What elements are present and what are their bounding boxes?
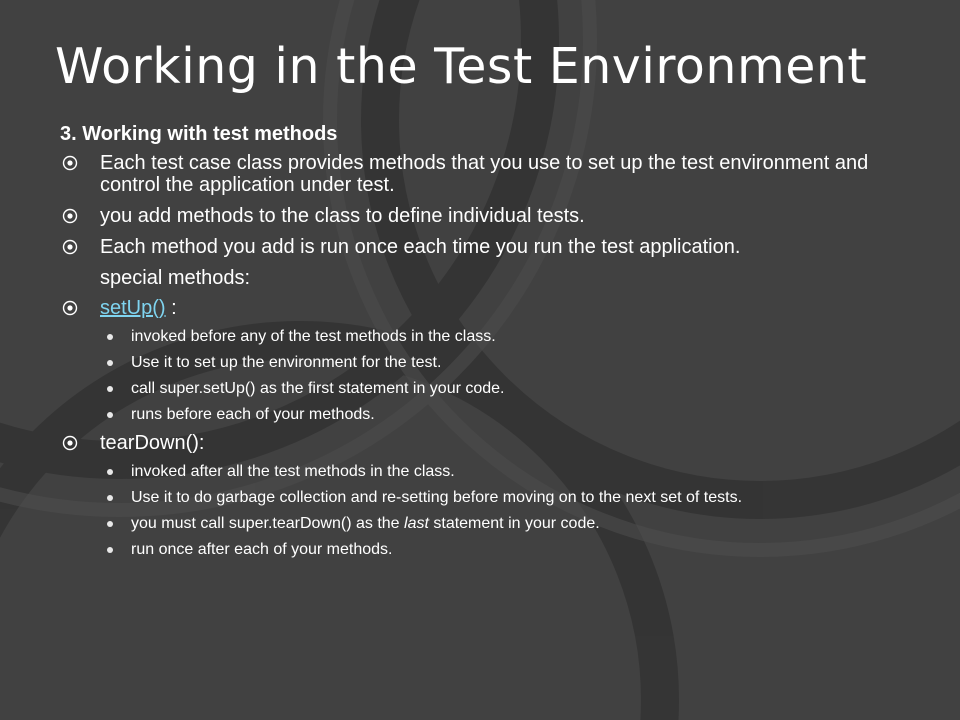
dot-bullet-icon	[107, 521, 113, 527]
must-call-italic: last	[404, 515, 429, 532]
sub-bullet-item	[60, 328, 910, 346]
dot-bullet-icon	[107, 412, 113, 418]
sub-bullet-text: Use it to do garbage collection and re-setting before moving on to the next set of tests.	[131, 489, 743, 506]
circle-bullet-icon	[62, 435, 78, 451]
teardown-item	[60, 432, 910, 454]
section-subheading: 3. Working with test methods	[60, 123, 338, 145]
setup-link[interactable]: setUp()	[100, 297, 166, 319]
must-call-suffix: statement in your code.	[428, 515, 600, 532]
sub-bullet-text: run once after each of your methods.	[131, 541, 393, 558]
bullet-text: Each method you add is run once each time you run the test application.	[100, 236, 741, 258]
sub-bullet-text: Use it to set up the environment for the test.	[131, 354, 442, 371]
bullet-item	[60, 152, 910, 196]
dot-bullet-icon	[107, 495, 113, 501]
sub-bullet-text: invoked after all the test methods in the class.	[131, 463, 455, 480]
slide-content	[60, 122, 910, 567]
sub-bullet-item	[60, 463, 910, 481]
bullet-text: you add methods to the class to define individual tests.	[100, 205, 585, 227]
slide-title: Working in the Test Environment	[55, 38, 868, 95]
sub-bullet-item	[60, 515, 910, 533]
dot-bullet-icon	[107, 386, 113, 392]
sub-bullet-item	[60, 489, 910, 507]
dot-bullet-icon	[107, 469, 113, 475]
special-methods-label: special methods:	[100, 267, 251, 289]
circle-bullet-icon	[62, 155, 78, 171]
bullet-item	[60, 205, 910, 227]
sub-bullet-item	[60, 380, 910, 398]
bullet-item	[60, 236, 910, 258]
sub-bullet-item	[60, 406, 910, 424]
sub-bullet-text: runs before each of your methods.	[131, 406, 375, 423]
bullet-text: Each test case class provides methods that you use to set up the test environment and control the application under test.	[100, 152, 869, 196]
setup-suffix: :	[165, 297, 177, 319]
circle-bullet-icon	[62, 239, 78, 255]
circle-bullet-icon	[62, 300, 78, 316]
special-methods-label-row	[60, 267, 910, 289]
dot-bullet-icon	[107, 360, 113, 366]
sub-bullet-item	[60, 354, 910, 372]
circle-bullet-icon	[62, 208, 78, 224]
must-call-prefix: you must call super.tearDown() as the	[131, 515, 405, 532]
sub-bullet-text: invoked before any of the test methods in the class.	[131, 328, 496, 345]
dot-bullet-icon	[107, 547, 113, 553]
sub-bullet-text: call super.setUp() as the first statement in your code.	[131, 380, 505, 397]
teardown-label: tearDown():	[100, 432, 205, 454]
setup-item	[60, 297, 910, 319]
dot-bullet-icon	[107, 334, 113, 340]
sub-bullet-item	[60, 541, 910, 559]
